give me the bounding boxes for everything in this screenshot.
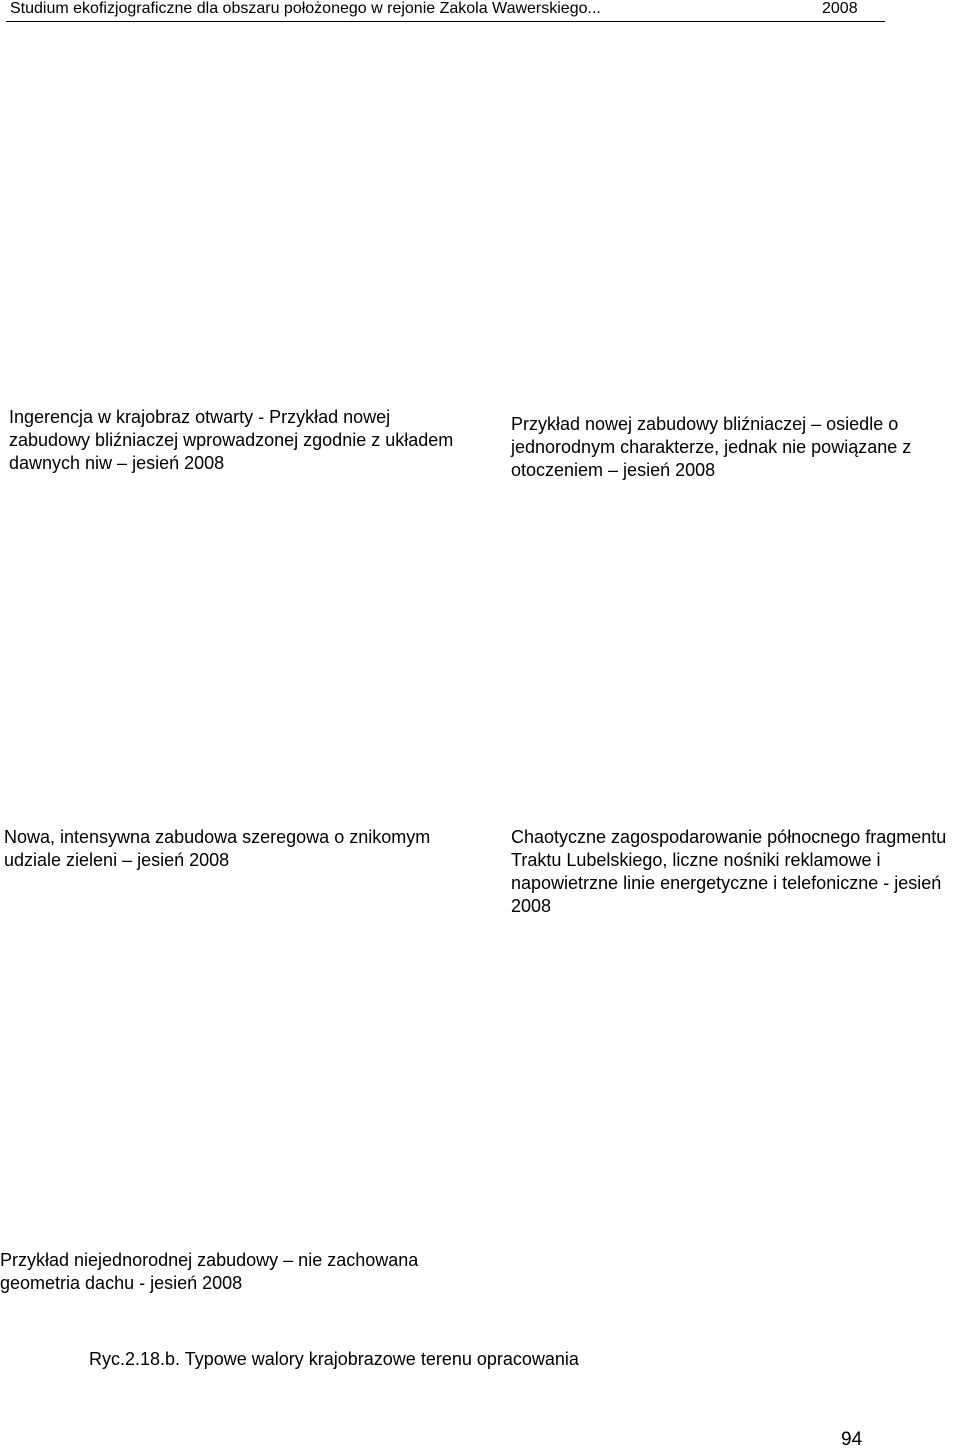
page-number: 94 [841,1429,863,1450]
document-year: 2008 [822,0,858,17]
header-divider [6,21,885,22]
photo-caption-4: Chaotyczne zagospodarowanie północnego fragmentu Traktu Lubelskiego, liczne nośniki reklamowe i napowietrzne linie energetyczne i telefoniczne - jesień 2008 [511,827,947,916]
figure-caption: Ryc.2.18.b. Typowe walory krajobrazowe terenu opracowania [89,1349,579,1369]
photo-caption-3: Nowa, intensywna zabudowa szeregowa o znikomym udziale zieleni – jesień 2008 [4,827,431,870]
photo-caption-5: Przykład niejednorodnej zabudowy – nie zachowana geometria dachu - jesień 2008 [0,1250,419,1293]
photo-caption-2: Przykład nowej zabudowy bliźniaczej – osiedle o jednorodnym charakterze, jednak nie powiązane z otoczeniem – jesień 2008 [511,414,912,480]
photo-caption-1: Ingerencja w krajobraz otwarty - Przykład nowej zabudowy bliźniaczej wprowadzonej zgodnie z układem dawnych niw – jesień 2008 [9,407,454,473]
document-title: Studium ekofizjograficzne dla obszaru położonego w rejonie Zakola Wawerskiego... [10,0,601,17]
